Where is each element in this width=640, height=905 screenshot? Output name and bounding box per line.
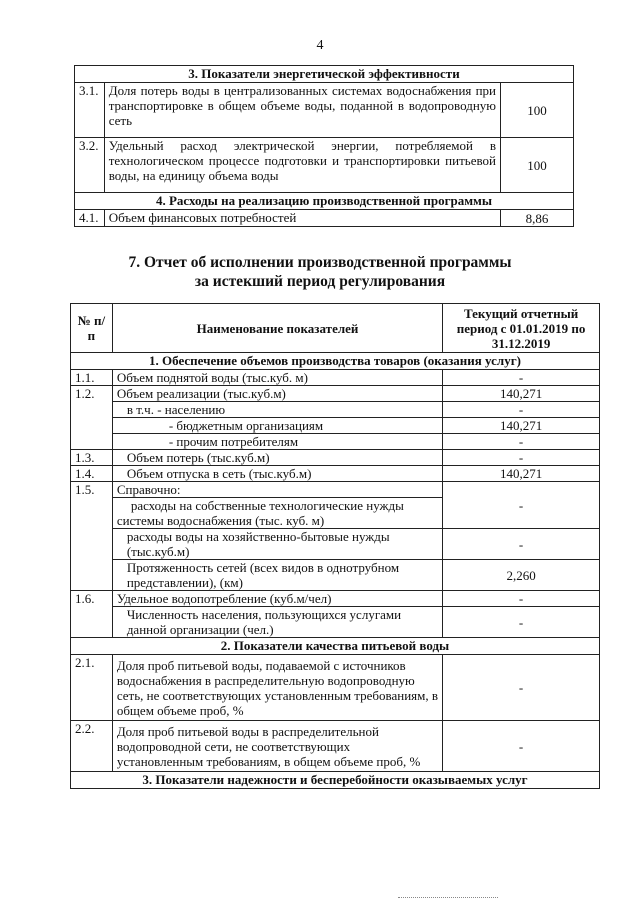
row-number: 1.6. xyxy=(71,591,113,638)
indicator-value: 140,271 xyxy=(443,418,600,434)
table-row xyxy=(71,772,600,789)
indicator-name: Объем потерь (тыс.куб.м) xyxy=(112,450,442,466)
indicator-value: 2,260 xyxy=(443,560,600,591)
table-row xyxy=(71,560,600,591)
section-heading xyxy=(0,253,640,291)
indicator-value: 100 xyxy=(500,138,573,193)
indicator-name: Протяженность сетей (всех видов в однотрубном представлении), (км) xyxy=(112,560,442,591)
indicator-name: Удельный расход электрической энергии, потребляемой в технологическом процессе подготовки и транспортировки питьевой воды, на единицу объема воды xyxy=(104,138,500,193)
row-number: 1.3. xyxy=(71,450,113,466)
indicator-name: Объем отпуска в сеть (тыс.куб.м) xyxy=(112,466,442,482)
table-row xyxy=(75,193,574,210)
table-row xyxy=(71,607,600,638)
indicator-name: Численность населения, пользующихся услугами данной организации (чел.) xyxy=(112,607,442,638)
indicator-value: - xyxy=(443,607,600,638)
table-row xyxy=(71,482,600,498)
table-header-row xyxy=(71,304,600,353)
indicator-name xyxy=(112,498,442,529)
table-row xyxy=(71,591,600,607)
table-row xyxy=(75,83,574,138)
row-number: 3.2. xyxy=(75,138,105,193)
indicator-name: - бюджетным организациям xyxy=(112,418,442,434)
indicator-value: - xyxy=(443,655,600,721)
indicator-value: 100 xyxy=(500,83,573,138)
column-header-number: № п/п xyxy=(71,304,113,353)
table-row xyxy=(71,370,600,386)
energy-efficiency-table xyxy=(74,65,574,227)
column-header-name: Наименование показателей xyxy=(112,304,442,353)
section-title: 1. Обеспечение объемов производства товаров (оказания услуг) xyxy=(71,353,600,370)
indicator-value: - xyxy=(443,434,600,450)
indicator-name: Доля проб питьевой воды, подаваемой с источников водоснабжения в распределительную водопроводную сеть, не соответствующих установленным требованиям, в общем объеме проб, % xyxy=(112,655,442,721)
table-row xyxy=(75,210,574,227)
indicator-name: расходы воды на хозяйственно-бытовые нужды (тыс.куб.м) xyxy=(112,529,442,560)
indicator-name: Доля потерь воды в централизованных системах водоснабжения при транспортировке в общем объеме воды, поданной в водопроводную сеть xyxy=(104,83,500,138)
table-row xyxy=(71,655,600,721)
row-number: 1.2. xyxy=(71,386,113,450)
section-title: 4. Расходы на реализацию производственной программы xyxy=(75,193,574,210)
heading-line-1: 7. Отчет об исполнении производственной программы xyxy=(128,254,512,271)
table-row xyxy=(75,66,574,83)
table-row xyxy=(71,466,600,482)
page-number: 4 xyxy=(316,38,324,53)
indicator-value: - xyxy=(443,721,600,772)
row-number: 1.5. xyxy=(71,482,113,591)
indicator-name: в т.ч. - населению xyxy=(112,402,442,418)
indicator-name: Удельное водопотребление (куб.м/чел) xyxy=(112,591,442,607)
table-row xyxy=(71,418,600,434)
row-number: 4.1. xyxy=(75,210,105,227)
indicator-name: - прочим потребителям xyxy=(112,434,442,450)
row-number: 2.2. xyxy=(71,721,113,772)
indicator-value: - xyxy=(443,529,600,560)
heading-line-2: за истекший период регулирования xyxy=(194,273,446,290)
row-number: 3.1. xyxy=(75,83,105,138)
indicator-value: 8,86 xyxy=(500,210,573,227)
row-number: 1.4. xyxy=(71,466,113,482)
section-title: 3. Показатели энергетической эффективности xyxy=(75,66,574,83)
indicator-name-text: расходы на собственные технологические нужды системы водоснабжения (тыс. куб. м) xyxy=(116,498,404,528)
indicator-name: Объем реализации (тыс.куб.м) xyxy=(112,386,442,402)
table-row xyxy=(71,638,600,655)
indicator-value: - xyxy=(443,450,600,466)
table-row xyxy=(75,138,574,193)
section-title: 2. Показатели качества питьевой воды xyxy=(71,638,600,655)
indicator-value: - xyxy=(443,370,600,386)
table-row xyxy=(71,402,600,418)
table-row xyxy=(71,721,600,772)
row-number: 1.1. xyxy=(71,370,113,386)
indicator-name: Объем финансовых потребностей xyxy=(104,210,500,227)
scan-artifact xyxy=(398,897,498,901)
indicator-value: - xyxy=(443,482,600,529)
table-row xyxy=(71,529,600,560)
indicator-value: - xyxy=(443,591,600,607)
indicator-name: Объем поднятой воды (тыс.куб. м) xyxy=(112,370,442,386)
indicator-name: Доля проб питьевой воды в распределительной водопроводной сети, не соответствующих установленным требованиям, в общем объеме проб, % xyxy=(112,721,442,772)
indicator-value: 140,271 xyxy=(443,386,600,402)
section-title: 3. Показатели надежности и бесперебойности оказываемых услуг xyxy=(71,772,600,789)
table-row xyxy=(71,434,600,450)
row-number: 2.1. xyxy=(71,655,113,721)
program-report-table xyxy=(70,303,600,789)
indicator-name: Справочно: xyxy=(112,482,442,498)
indicator-value: - xyxy=(443,402,600,418)
table-row xyxy=(71,450,600,466)
indicator-value: 140,271 xyxy=(443,466,600,482)
column-header-period: Текущий отчетный период с 01.01.2019 по 31.12.2019 xyxy=(443,304,600,353)
table-row xyxy=(71,386,600,402)
table-row xyxy=(71,353,600,370)
